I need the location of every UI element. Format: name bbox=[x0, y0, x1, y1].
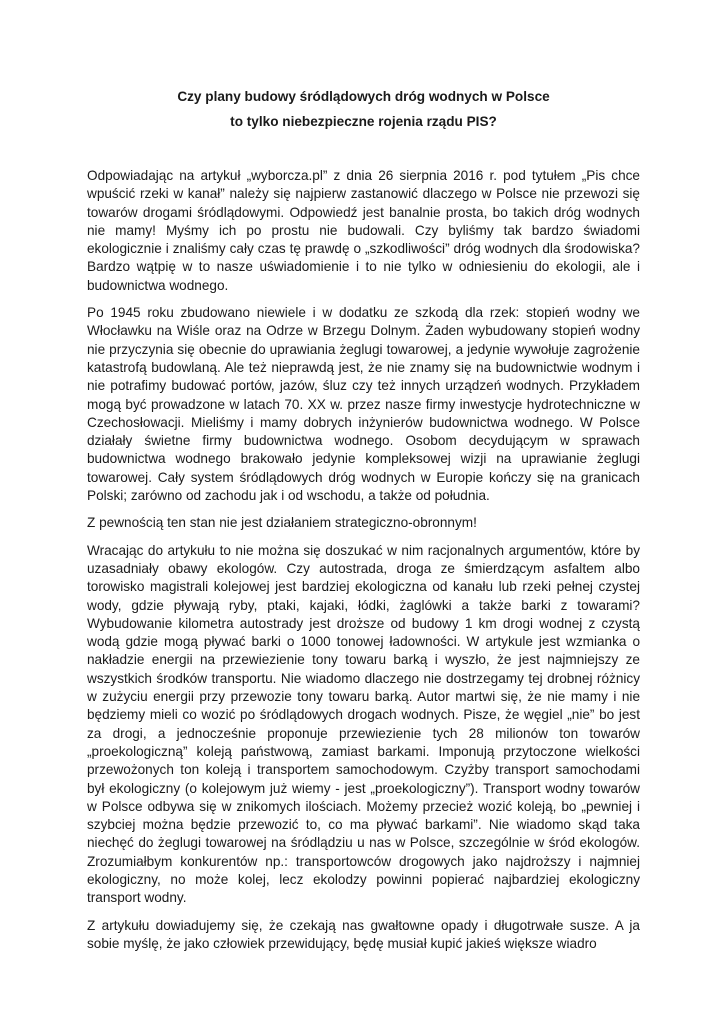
paragraph-4: Wracając do artykułu to nie można się doszukać w nim racjonalnych argumentów, które by uzasadniały obawy ekologów. Czy autostrada, droga ze śmierdzącym asfaltem albo torowisko magistrali kolejowej jest bardziej ekologiczna od kanału lub rzeki pełnej czystej wody, gdzie pływają ryby, ptaki, kajaki, łódki, żaglówki a także barki z towarami? Wybudowanie kilometra autostrady jest droższe od budowy 1 km drogi wodnej z czystą wodą gdzie mogą pływać barki o 1000 tonowej ładowności. W artykule jest wzmianka o nakładzie energii na przewiezienie tony towaru barką i wyszło, że jest najmniejszy ze wszystkich środków transportu. Nie wiadomo dlaczego nie dostrzegamy tej drobnej różnicy w zużyciu energii przy przewozie tony towaru barką. Autor martwi się, że nie mamy i nie będziemy mieli co wozić po śródlądowych drogach wodnych. Pisze, że węgiel „nie” bo jest za drogi, a jednocześnie proponuje przewiezienie tych 28 milionów ton towarów „proekologiczną” koleją państwową, zamiast barkami. Imponują przytoczone wielkości przewożonych ton koleją i transportem samochodowym. Czyżby transport samochodami był ekologiczny (o kolejowym już wiemy - jest „proekologiczny”). Transport wodny towarów w Polsce odbywa się w znikomych ilościach. Możemy przecież wozić koleją, bo „pewniej i szybciej można będzie przewozić to, co ma pływać barkami”. Nie wiadomo skąd taka niechęć do żeglugi towarowej na śródlądziu u nas w Polsce, szczególnie w śród ekologów. Zrozumiałbym konkurentów np.: transportowców drogowych jako najdroższy i najmniej ekologiczny, no może kolej, lecz ekolodzy powinni popierać najbardziej ekologiczny transport wodny. bbox=[87, 542, 640, 906]
document-page bbox=[87, 88, 640, 962]
paragraph-1: Odpowiadając na artykuł „wyborcza.pl” z dnia 26 sierpnia 2016 r. pod tytułem „Pis chce wpuścić rzeki w kanał” należy się najpierw zastanowić dlaczego w Polsce nie przewozi się towarów drogami śródlądowymi. Odpowiedź jest banalnie prosta, bo takich dróg wodnych nie mamy! Myśmy ich po prostu nie budowali. Czy byliśmy tak bardzo świadomi ekologicznie i znaliśmy cały czas tę prawdę o „szkodliwości” dróg wodnych dla środowiska? Bardzo wątpię w to nasze uświadomienie i to nie tylko w odniesieniu do ekologii, ale i budownictwa wodnego. bbox=[87, 168, 640, 293]
paragraph-5: Z artykułu dowiadujemy się, że czekają nas gwałtowne opady i długotrwałe susze. A ja sobie myślę, że jako człowiek przewidujący, będę musiał kupić jakieś większe wiadro bbox=[87, 917, 640, 951]
article-body bbox=[87, 167, 640, 953]
title-line-2: to tylko niebezpieczne rojenia rządu PIS? bbox=[230, 114, 497, 129]
paragraph-2: Po 1945 roku zbudowano niewiele i w dodatku ze szkodą dla rzek: stopień wodny we Włocławku na Wiśle oraz na Odrze w Brzegu Dolnym. Żaden wybudowany stopień wodny nie przyczynia się obecnie do uprawiania żeglugi towarowej, a jedynie wywołuje zagrożenie katastrofą budowlaną. Ale też nieprawdą jest, że nie znamy się na budownictwie wodnym i nie potrafimy budować portów, jazów, śluz czy też innych urządzeń wodnych. Przykładem mogą być prowadzone w latach 70. XX w. przez nasze firmy inwestycje hydrotechniczne w Czechosłowacji. Mieliśmy i mamy dobrych inżynierów budownictwa wodnego. W Polsce działały świetne firmy budownictwa wodnego. Osobom decydującym w sprawach budownictwa wodnego brakowało jedynie kompleksowej wizji na uprawianie żeglugi towarowej. Cały system śródlądowych dróg wodnych w Europie kończy się na granicach Polski; zarówno od zachodu jak i od wschodu, a także od południa. bbox=[87, 305, 640, 504]
title-line-1: Czy plany budowy śródlądowych dróg wodnych w Polsce bbox=[177, 89, 550, 104]
paragraph-3: Z pewnością ten stan nie jest działaniem strategiczno-obronnym! bbox=[87, 515, 477, 531]
